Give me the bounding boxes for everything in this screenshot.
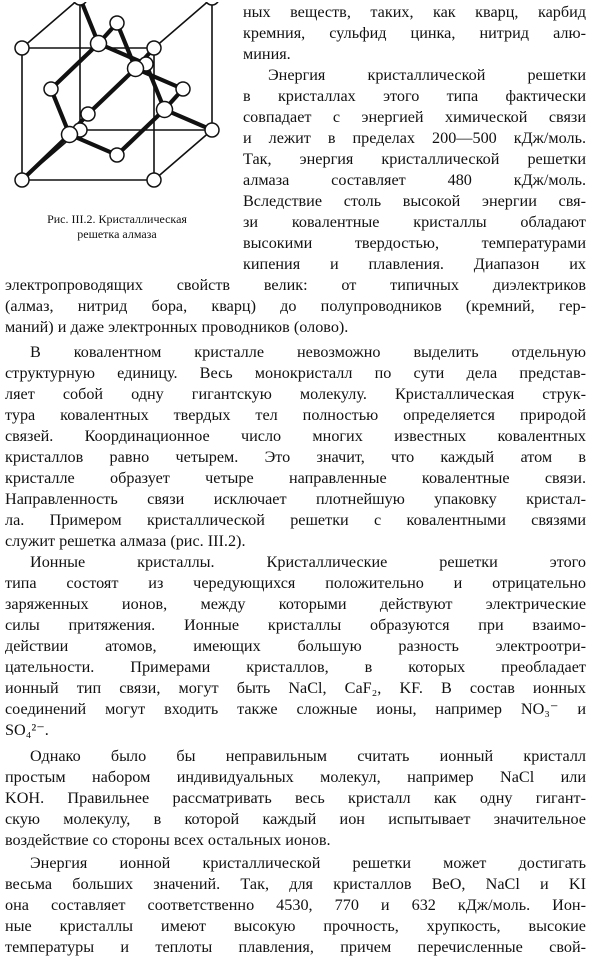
text-line: KOH. Правильнее рассматривать весь кристалл как одну гигант-: [5, 789, 586, 807]
atom: [15, 41, 29, 55]
text-line: Вследствие столь высокой энергии свя-: [243, 192, 586, 210]
text-line: кремния, сульфид цинка, нитрид алю-: [243, 24, 586, 42]
text-line: простым набором индивидуальных молекул, например NaCl или: [5, 768, 586, 786]
text-line: ляет собой одну гигантскую молекулу. Кристаллическая струк-: [5, 385, 586, 403]
text-line: В ковалентном кристалле невозможно выделить отдельную: [30, 343, 586, 361]
text-line: и лежит в пределах 200—500 кДж/моль.: [243, 129, 586, 147]
text-line: температуры и теплоты плавления, причем перечисленные свой-: [5, 938, 586, 956]
text-line: структурную единицу. Весь монокристалл по сути дела представ-: [5, 364, 586, 382]
text-line: типа состоят из чередующихся положительно и отрицательно: [5, 574, 586, 592]
text-line: электропроводящих свойств велик: от типичных диэлектриков: [5, 276, 586, 294]
text-line: цательности. Примерами кристаллов, в которых преобладает: [5, 658, 586, 676]
text-line: служит решетка алмаза (рис. III.2).: [5, 532, 246, 550]
atom: [110, 16, 124, 30]
text-line: ных веществ, таких, как кварц, карбид: [243, 3, 586, 21]
text-line: Так, энергия кристаллической решетки: [243, 150, 586, 168]
atom: [128, 61, 144, 77]
text-line: SO₄²⁻.: [5, 721, 49, 739]
text-line: соединений могут входить также сложные ионы, например NO₃⁻ и: [5, 700, 586, 718]
text-line: алмаза составляет 480 кДж/моль.: [243, 171, 586, 189]
text-line: Направленность связи исключает плотнейшую упаковку кристал-: [5, 490, 586, 508]
atom: [205, 123, 219, 137]
text-line: скую молекулу, в которой каждый ион испытывает значительное: [5, 810, 586, 828]
text-line: связей. Координационное число многих известных ковалентных: [5, 427, 586, 445]
atom: [147, 173, 161, 187]
text-line: кристалле образует четыре направленные ковалентные связи.: [5, 469, 586, 487]
text-line: она составляет соответственно 4530, 770 и 632 кДж/моль. Ион-: [5, 896, 586, 914]
text-line: действии атомов, имеющих большую разность электроотри-: [5, 637, 586, 655]
text-line: совпадает с энергией химической связи: [243, 108, 586, 126]
diamond-lattice-figure: [14, 2, 234, 198]
text-line: миния.: [243, 45, 291, 63]
atom: [110, 148, 124, 162]
atom: [81, 107, 95, 121]
atom: [91, 36, 107, 52]
text-line: ионный тип связи, могут быть NaCl, CaF₂, KF. В состав ионных: [5, 679, 586, 697]
atom: [44, 82, 58, 96]
atom: [205, 2, 219, 5]
atom: [62, 127, 78, 143]
text-line: зи ковалентные кристаллы обладают: [243, 213, 586, 231]
text-line: Однако было бы неправильным считать ионный кристалл: [30, 747, 586, 765]
text-line: ла. Примером кристаллической решетки с ковалентными связями: [5, 511, 586, 529]
text-line: весьма больших значений. Так, для кристаллов BeO, NaCl и KI: [5, 875, 586, 893]
text-line: Ионные кристаллы. Кристаллические решетки этого: [30, 553, 586, 571]
atom: [15, 173, 29, 187]
figure-caption-line-2: решетка алмаза: [77, 227, 157, 241]
text-line: высокими твердостью, температурами: [243, 234, 586, 252]
text-line: кристаллов равно четырем. Это значит, что каждый атом в: [5, 448, 586, 466]
text-line: Энергия кристаллической решетки: [268, 66, 586, 84]
atom: [157, 102, 173, 118]
atom: [176, 82, 190, 96]
text-line: (алмаз, нитрид бора, кварц) до полупроводников (кремний, гер-: [5, 297, 586, 315]
text-line: в кристаллах этого типа фактически: [243, 87, 586, 105]
text-line: маний) и даже электронных проводников (олово).: [5, 318, 349, 336]
text-line: силы притяжения. Ионные кристаллы образуются при взаимо-: [5, 616, 586, 634]
text-line: ные кристаллы имеют высокую прочность, хрупкость, высокие: [5, 917, 586, 935]
text-line: заряженных ионов, между которыми действуют электрические: [5, 595, 586, 613]
figure-caption-line-1: Рис. III.2. Кристаллическая: [47, 212, 187, 226]
text-line: воздействие со стороны всех остальных ионов.: [5, 831, 331, 849]
atom: [147, 41, 161, 55]
text-line: тура ковалентных твердых тел полностью определяется природой: [5, 406, 586, 424]
text-line: кипения и плавления. Диапазон их: [243, 255, 586, 273]
text-line: Энергия ионной кристаллической решетки может достигать: [30, 854, 586, 872]
